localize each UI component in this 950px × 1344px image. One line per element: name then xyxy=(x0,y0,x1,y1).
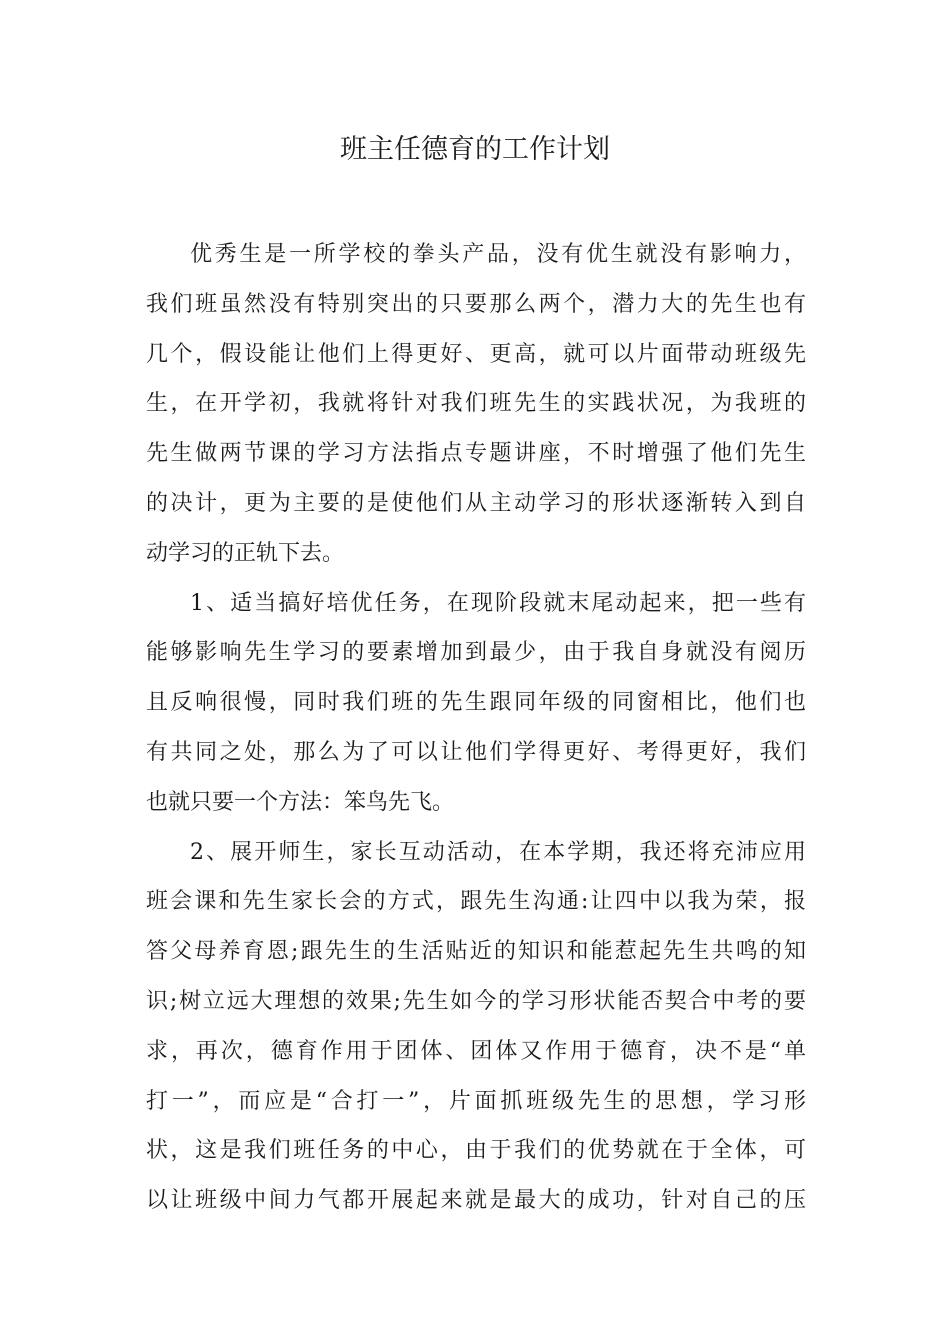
paragraph-line: 的决计，更为主要的是使他们从主动学习的形状逐渐转入到自 xyxy=(146,490,806,516)
paragraph-line: 答父母养育恩;跟先生的生活贴近的知识和能惹起先生共鸣的知 xyxy=(146,939,806,965)
paragraph-line: 2、展开师生，家长互动活动，在本学期，我还将充沛应用 xyxy=(190,839,806,865)
paragraph-line: 求，再次，德育作用于团体、团体又作用于德育，决不是“单 xyxy=(146,1038,806,1064)
paragraph-line: 打一”，而应是“合打一”，片面抓班级先生的思想，学习形 xyxy=(146,1088,806,1114)
paragraph-line: 也就只要一个方法：笨鸟先飞。 xyxy=(146,789,455,815)
paragraph-line: 1、适当搞好培优任务，在现阶段就末尾动起来，把一些有 xyxy=(190,590,806,616)
paragraph-line: 以让班级中间力气都开展起来就是最大的成功，针对自己的压 xyxy=(146,1188,806,1214)
paragraph-line: 有共同之处，那么为了可以让他们学得更好、考得更好，我们 xyxy=(146,739,806,765)
document-title: 班主任德育的工作计划 xyxy=(340,134,610,165)
document-body xyxy=(146,230,806,1226)
paragraph-line: 动学习的正轨下去。 xyxy=(146,540,345,566)
paragraph-line: 我们班虽然没有特别突出的只要那么两个，潜力大的先生也有 xyxy=(146,291,806,317)
paragraph-line: 识;树立远大理想的效果;先生如今的学习形状能否契合中考的要 xyxy=(146,988,806,1014)
paragraph-line: 优秀生是一所学校的拳头产品，没有优生就没有影响力， xyxy=(190,242,806,267)
paragraph-line: 生，在开学初，我就将针对我们班先生的实践状况，为我班的 xyxy=(146,391,806,417)
paragraph-line: 状，这是我们班任务的中心，由于我们的优势就在于全体，可 xyxy=(146,1138,806,1164)
paragraph-line: 先生做两节课的学习方法指点专题讲座，不时增强了他们先生 xyxy=(146,441,806,467)
paragraph-line: 几个，假设能让他们上得更好、更高，就可以片面带动班级先 xyxy=(146,341,806,367)
paragraph-line: 班会课和先生家长会的方式，跟先生沟通:让四中以我为荣，报 xyxy=(146,889,806,915)
paragraph-line: 且反响很慢，同时我们班的先生跟同年级的同窗相比，他们也 xyxy=(146,690,806,716)
paragraph-line: 能够影响先生学习的要素增加到最少，由于我自身就没有阅历 xyxy=(146,640,806,666)
